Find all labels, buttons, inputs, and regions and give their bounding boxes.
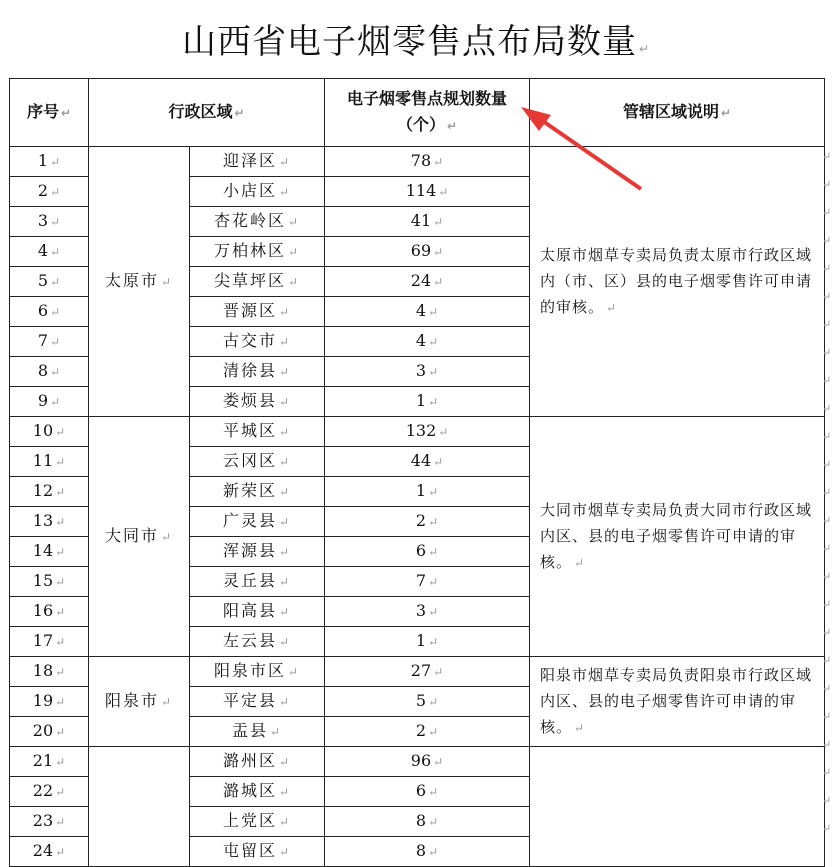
paragraph-mark-icon: ↵ [428,305,439,319]
paragraph-mark-icon: ↵ [433,455,444,469]
paragraph-mark-icon: ↵ [428,785,439,799]
document-title [0,14,832,63]
retail-count-cell: 2 ↵ [325,507,530,537]
retail-count-cell: 1 ↵ [325,387,530,417]
district-name-cell: 盂县 ↵ [190,717,325,747]
district-name-cell: 浑源县 ↵ [190,537,325,567]
paragraph-mark-icon: ↵ [428,485,439,499]
header-count: 电子烟零售点规划数量（个） ↵ [325,79,530,147]
row-seq-cell: 2 ↵ [10,177,89,207]
paragraph-mark-icon: ↵ [822,598,832,611]
retail-count-cell: 7 ↵ [325,567,530,597]
paragraph-mark-icon: ↵ [50,335,61,349]
paragraph-mark-icon: ↵ [269,725,283,739]
district-name-cell: 古交市 ↵ [190,327,325,357]
paragraph-mark-icon: ↵ [574,556,586,570]
paragraph-mark-icon: ↵ [822,822,832,835]
paragraph-mark-icon: ↵ [50,305,61,319]
retail-count-cell: 96 ↵ [325,747,530,777]
district-name-cell: 灵丘县 ↵ [190,567,325,597]
row-seq-cell: 3 ↵ [10,207,89,237]
retail-count-cell: 5 ↵ [325,687,530,717]
row-seq-cell: 7 ↵ [10,327,89,357]
header-region: 行政区域 ↵ [89,79,325,147]
paragraph-mark-icon: ↵ [278,455,292,469]
paragraph-mark-icon: ↵ [55,635,66,649]
paragraph-mark-icon: ↵ [822,150,832,163]
red-arrow-annotation [515,105,650,195]
paragraph-mark-icon: ↵ [822,290,832,303]
paragraph-mark-icon: ↵ [822,430,832,443]
table-row [10,417,825,447]
row-seq-cell: 1 ↵ [10,147,89,177]
paragraph-mark-icon: ↵ [428,605,439,619]
row-seq-cell: 10 ↵ [10,417,89,447]
district-name-cell: 上党区 ↵ [190,807,325,837]
row-seq-cell: 20 ↵ [10,717,89,747]
table-row [10,747,825,777]
paragraph-mark-icon: ↵ [278,395,292,409]
retail-count-cell: 6 ↵ [325,777,530,807]
district-name-cell: 娄烦县 ↵ [190,387,325,417]
retail-count-cell: 24 ↵ [325,267,530,297]
paragraph-mark-icon: ↵ [287,275,301,289]
table-body [10,147,825,867]
paragraph-mark-icon: ↵ [438,425,449,439]
document-title-text: 山西省电子烟零售点布局数量 [181,22,637,62]
paragraph-mark-icon: ↵ [55,425,66,439]
row-seq-cell: 15 ↵ [10,567,89,597]
retail-count-cell: 8 ↵ [325,807,530,837]
paragraph-mark-icon: ↵ [55,665,66,679]
paragraph-mark-icon: ↵ [278,755,292,769]
jurisdiction-description-cell: 阳泉市烟草专卖局负责阳泉市行政区域内区、县的电子烟零售许可申请的审核。 ↵ [530,657,825,747]
paragraph-mark-icon: ↵ [50,185,61,199]
row-seq-cell: 5 ↵ [10,267,89,297]
row-seq-cell: 19 ↵ [10,687,89,717]
district-name-cell: 迎泽区 ↵ [190,147,325,177]
paragraph-mark-icon: ↵ [433,755,444,769]
retail-count-cell: 132 ↵ [325,417,530,447]
paragraph-mark-icon: ↵ [278,335,292,349]
jurisdiction-description-cell: 太原市烟草专卖局负责太原市行政区域内（市、区）县的电子烟零售许可申请的审核。 ↵ [530,147,825,417]
row-seq-cell: 14 ↵ [10,537,89,567]
paragraph-mark-icon: ↵ [55,785,66,799]
district-name-cell: 阳高县 ↵ [190,597,325,627]
retail-count-cell: 3 ↵ [325,357,530,387]
paragraph-mark-icon: ↵ [278,605,292,619]
district-name-cell: 左云县 ↵ [190,627,325,657]
paragraph-mark-icon: ↵ [278,185,292,199]
paragraph-mark-icon: ↵ [822,458,832,471]
paragraph-mark-icon: ↵ [433,215,444,229]
paragraph-mark-icon: ↵ [278,575,292,589]
paragraph-mark-icon: ↵ [428,815,439,829]
row-seq-cell: 23 ↵ [10,807,89,837]
retail-count-cell: 78 ↵ [325,147,530,177]
paragraph-mark-icon: ↵ [433,275,444,289]
district-name-cell: 屯留区 ↵ [190,837,325,867]
paragraph-mark-icon: ↵ [278,305,292,319]
paragraph-mark-icon: ↵ [55,605,66,619]
paragraph-mark-icon: ↵ [278,425,292,439]
row-seq-cell: 11 ↵ [10,447,89,477]
paragraph-mark-icon: ↵ [822,738,832,751]
retail-count-cell: 1 ↵ [325,627,530,657]
district-name-cell: 小店区 ↵ [190,177,325,207]
district-name-cell: 杏花岭区 ↵ [190,207,325,237]
paragraph-mark-icon: ↵ [278,365,292,379]
retail-count-cell: 41 ↵ [325,207,530,237]
paragraph-mark-icon: ↵ [50,395,61,409]
paragraph-mark-icon: ↵ [287,215,301,229]
row-seq-cell: 16 ↵ [10,597,89,627]
jurisdiction-description-cell [530,747,825,867]
paragraph-mark-icon: ↵ [55,575,66,589]
paragraph-mark-icon: ↵ [433,245,444,259]
row-seq-cell: 22 ↵ [10,777,89,807]
row-seq-cell: 17 ↵ [10,627,89,657]
paragraph-mark-icon: ↵ [278,845,292,859]
paragraph-mark-icon: ↵ [822,486,832,499]
paragraph-mark-icon: ↵ [822,206,832,219]
paragraph-mark-icon: ↵ [606,301,618,315]
paragraph-mark-icon: ↵ [428,395,439,409]
paragraph-mark-icon: ↵ [428,635,439,649]
district-name-cell: 万柏林区 ↵ [190,237,325,267]
paragraph-mark-icon: ↵ [287,245,301,259]
paragraph-mark-icon: ↵ [278,785,292,799]
paragraph-mark-icon: ↵ [428,845,439,859]
retail-count-cell: 2 ↵ [325,717,530,747]
paragraph-mark-icon: ↵ [822,542,832,555]
paragraph-mark-icon: ↵ [822,234,832,247]
paragraph-mark-icon: ↵ [822,318,832,331]
district-name-cell: 广灵县 ↵ [190,507,325,537]
district-name-cell: 平城区 ↵ [190,417,325,447]
paragraph-mark-icon: ↵ [50,365,61,379]
paragraph-mark-icon: ↵ [822,178,832,191]
paragraph-mark-icon: ↵ [822,402,832,415]
row-seq-cell: 4 ↵ [10,237,89,267]
paragraph-mark-icon: ↵ [822,682,832,695]
paragraph-mark-icon: ↵ [428,335,439,349]
paragraph-mark-icon: ↵ [287,665,301,679]
paragraph-mark-icon: ↵ [55,545,66,559]
retail-count-cell: 44 ↵ [325,447,530,477]
row-seq-cell: 9 ↵ [10,387,89,417]
paragraph-mark-icon: ↵ [438,185,449,199]
row-seq-cell: 21 ↵ [10,747,89,777]
paragraph-mark-icon: ↵ [720,106,732,120]
paragraph-mark-icon: ↵ [822,794,832,807]
paragraph-mark-icon: ↵ [160,530,174,544]
district-name-cell: 平定县 ↵ [190,687,325,717]
paragraph-mark-icon: ↵ [55,755,66,769]
paragraph-mark-icon: ↵ [50,155,61,169]
row-seq-cell: 8 ↵ [10,357,89,387]
header-seq: 序号 ↵ [10,79,89,147]
paragraph-mark-icon: ↵ [428,515,439,529]
district-name-cell: 尖草坪区 ↵ [190,267,325,297]
paragraph-mark-icon: ↵ [55,845,66,859]
city-cell: 大同市 ↵ [89,417,190,657]
paragraph-mark-icon: ↵ [638,42,651,56]
retail-points-table [9,78,825,867]
paragraph-mark-icon: ↵ [55,725,66,739]
paragraph-mark-icon: ↵ [55,695,66,709]
paragraph-mark-icon: ↵ [822,654,832,667]
retail-count-cell: 1 ↵ [325,477,530,507]
retail-count-cell: 4 ↵ [325,297,530,327]
paragraph-mark-icon: ↵ [574,721,586,735]
table-row [10,657,825,687]
arrow-shaft [537,117,641,189]
city-cell: 太原市 ↵ [89,147,190,417]
paragraph-mark-icon: ↵ [822,766,832,779]
paragraph-mark-icon: ↵ [278,155,292,169]
paragraph-mark-icon: ↵ [428,695,439,709]
jurisdiction-description-cell: 大同市烟草专卖局负责大同市行政区域内区、县的电子烟零售许可申请的审核。 ↵ [530,417,825,657]
city-cell [89,747,190,867]
paragraph-mark-icon: ↵ [55,515,66,529]
retail-count-cell: 3 ↵ [325,597,530,627]
paragraph-mark-icon: ↵ [55,485,66,499]
paragraph-mark-icon: ↵ [822,514,832,527]
paragraph-mark-icon: ↵ [50,275,61,289]
table-row [10,147,825,177]
row-seq-cell: 6 ↵ [10,297,89,327]
paragraph-mark-icon: ↵ [822,262,832,275]
row-seq-cell: 24 ↵ [10,837,89,867]
paragraph-mark-icon: ↵ [234,106,245,120]
district-name-cell: 潞城区 ↵ [190,777,325,807]
paragraph-mark-icon: ↵ [50,245,61,259]
paragraph-mark-icon: ↵ [428,545,439,559]
paragraph-mark-icon: ↵ [50,215,61,229]
retail-count-cell: 8 ↵ [325,837,530,867]
paragraph-mark-icon: ↵ [278,545,292,559]
paragraph-mark-icon: ↵ [160,275,174,289]
row-seq-cell: 12 ↵ [10,477,89,507]
paragraph-mark-icon: ↵ [822,710,832,723]
district-name-cell: 潞州区 ↵ [190,747,325,777]
paragraph-mark-icon: ↵ [278,695,292,709]
paragraph-mark-icon: ↵ [822,346,832,359]
retail-count-cell: 114 ↵ [325,177,530,207]
row-seq-cell: 18 ↵ [10,657,89,687]
paragraph-mark-icon: ↵ [428,575,439,589]
paragraph-mark-icon: ↵ [278,635,292,649]
district-name-cell: 阳泉市区 ↵ [190,657,325,687]
paragraph-mark-icon: ↵ [278,485,292,499]
paragraph-mark-icon: ↵ [446,119,458,133]
district-name-cell: 新荣区 ↵ [190,477,325,507]
paragraph-mark-icon: ↵ [60,106,72,120]
paragraph-mark-icon: ↵ [428,365,439,379]
district-name-cell: 清徐县 ↵ [190,357,325,387]
paragraph-mark-icon: ↵ [433,155,444,169]
paragraph-mark-icon: ↵ [160,695,174,709]
paragraph-mark-icon: ↵ [55,815,66,829]
table-header-row [10,79,825,147]
district-name-cell: 云冈区 ↵ [190,447,325,477]
retail-count-cell: 4 ↵ [325,327,530,357]
paragraph-mark-icon: ↵ [278,515,292,529]
paragraph-mark-icon: ↵ [278,815,292,829]
paragraph-mark-icon: ↵ [822,570,832,583]
paragraph-mark-icon: ↵ [822,374,832,387]
paragraph-mark-icon: ↵ [822,626,832,639]
retail-count-cell: 69 ↵ [325,237,530,267]
retail-count-cell: 27 ↵ [325,657,530,687]
paragraph-mark-icon: ↵ [433,665,444,679]
paragraph-mark-icon: ↵ [55,455,66,469]
header-desc: 管辖区域说明 ↵ [530,79,825,147]
district-name-cell: 晋源区 ↵ [190,297,325,327]
paragraph-mark-icon: ↵ [428,725,439,739]
city-cell: 阳泉市 ↵ [89,657,190,747]
row-seq-cell: 13 ↵ [10,507,89,537]
retail-count-cell: 6 ↵ [325,537,530,567]
arrow-head-icon [521,107,551,131]
